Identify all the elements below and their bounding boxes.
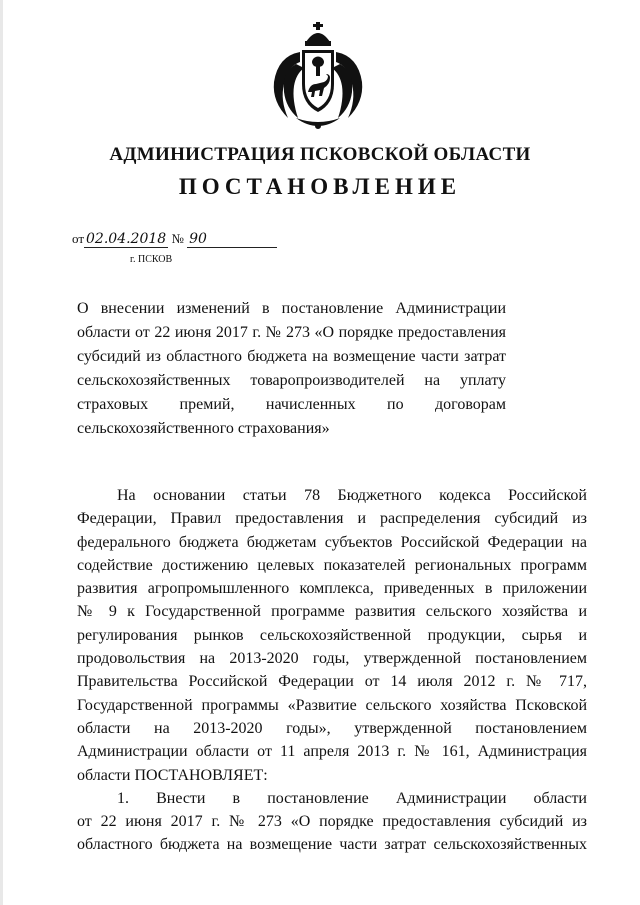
body-line: области ПОСТАНОВЛЯЕТ: (77, 766, 268, 784)
document-number: 90 (187, 231, 277, 248)
body-line: регулирования рынков сельскохозяйственной продукции, сырья и (77, 626, 587, 644)
subject-line: субсидий из областного бюджета на возмещение части затрат (77, 348, 506, 365)
body-line: от 22 июня 2017 г. № 273 «О порядке предоставления субсидий из (77, 813, 587, 831)
body-line: Администрации области от 11 апреля 2013 г. № 161, Администрация (77, 743, 587, 761)
body-line: содействие достижению целевых показателей региональных программ (77, 556, 587, 574)
pskov-coat-of-arms-icon (270, 22, 366, 132)
body-line: развития агропромышленного комплекса, приведенных в приложении (77, 580, 587, 598)
document-city: г. ПСКОВ (130, 254, 173, 265)
body-line: областного бюджета на возмещение части затрат сельскохозяйственных (77, 836, 587, 854)
body-line: области на 2013-2020 годы», утвержденной постановлением (77, 719, 587, 737)
subject-line: страховых премий, начисленных по договорам (77, 396, 506, 413)
subject-line: области от 22 июня 2017 г. № 273 «О порядке предоставления (77, 324, 506, 341)
organization-title: АДМИНИСТРАЦИЯ ПСКОВСКОЙ ОБЛАСТИ (109, 144, 531, 165)
document-body (77, 484, 587, 857)
body-line: продовольствия на 2013-2020 годы, утвержденной постановлением (77, 650, 587, 668)
document-subject (77, 297, 506, 441)
body-line: Федерации, Правил предоставления и распределения субсидий из (77, 510, 587, 528)
scan-edge (0, 0, 3, 905)
body-line: 1. Внести в постановление Администрации области (117, 789, 587, 807)
body-line: федерального бюджета бюджетам субъектов Российской Федерации на (77, 533, 587, 551)
body-line: Правительства Российской Федерации от 14 июля 2012 г. № 717, (77, 673, 587, 691)
subject-line: сельскохозяйственных товаропроизводителей на уплату (77, 372, 506, 389)
date-prefix: от (72, 231, 85, 246)
subject-line: сельскохозяйственного страхования» (77, 420, 330, 437)
body-line: № 9 к Государственной программе развития сельского хозяйства и (77, 603, 587, 621)
subject-line: О внесении изменений в постановление Администрации (77, 300, 506, 317)
document-date: 02.04.2018 (86, 231, 167, 247)
document-type-title: ПОСТАНОВЛЕНИЕ (178, 174, 462, 199)
body-line: На основании статьи 78 Бюджетного кодекса Российской (117, 487, 587, 504)
document-dateline (72, 231, 277, 248)
body-line: Государственной программы «Развитие сельского хозяйства Псковской (77, 696, 587, 714)
number-label: № (171, 231, 184, 246)
